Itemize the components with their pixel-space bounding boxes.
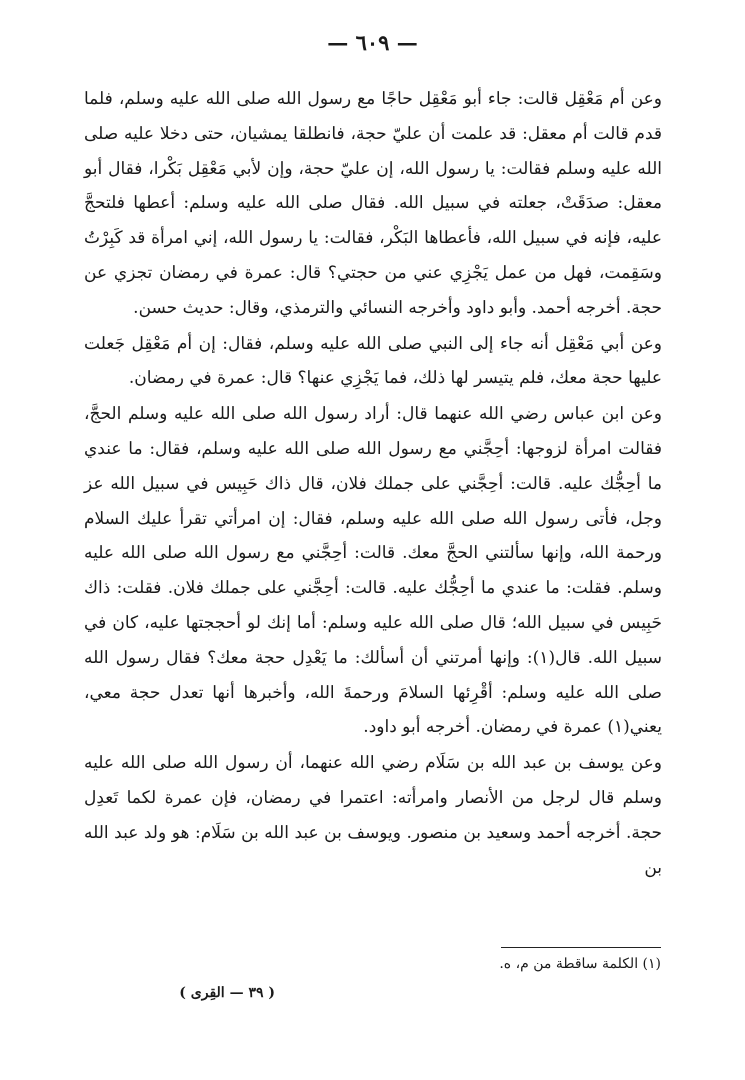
paragraph-umm-maqil: وعن أم مَعْقِل قالت: جاء أبو مَعْقِل حاجًا مع رسول الله صلى الله عليه وسلم، فلما قدم قالت أم معقل: قد علمت أن عليّ حجة، فانطلقا يمشيان، حتى دخلا عليه صلى الله عليه وسلم فقالت: يا رسول الله، إن عليّ حجة، وإن لأبي مَعْقِل بَكْرا، فقال أبو معقل: صدَقَتْ، جعلته في سبيل الله. فقال صلى الله عليه وسلم: أعطها فلتحجَّ عليه، فإنه في سبيل الله، فأعطاها البَكْر، فقالت: يا رسول الله، إني امرأة قد كَبِرْتُ وسَقِمت، فهل من عمل يَجْزِي عني من حجتي؟ قال: عمرة في رمضان تجزي عن حجة. أخرجه أحمد. وأبو داود وأخرجه النسائي والترمذي، وقال: حديث حسن. — [84, 89, 662, 318]
signature-mark: ( ٣٩ — القِرى ) — [179, 985, 275, 1001]
paragraph-ibn-abbas: وعن ابن عباس رضي الله عنهما قال: أراد رسول الله صلى الله عليه وسلم الحجَّ، فقالت امرأة لزوجها: أحِجَّني مع رسول الله صلى الله عليه وسلم، فقال: ما عندي ما أحِجُّك عليه. قالت: أحِجَّني على جملك فلان، قال ذاك حَبِيس في سبيل الله عز وجل، فأتى رسول الله صلى الله عليه وسلم، فقال: إن امرأتي تقرأ عليك السلام ورحمة الله، وإنها سألتني الحجَّ معك. قالت: أحِجَّني مع رسول الله صلى الله عليه وسلم. فقلت: ما عندي ما أحِجُّك عليه. قالت: أحِجَّني على جملك فلان. فقلت: ذاك حَبِيس في سبيل الله؛ قال صلى الله عليه وسلم: أما إنك لو أحججتها عليه، كان في سبيل الله. قال(١): وإنها أمرتني أن أسألك: ما يَعْدِل حجة معك؟ فقال رسول الله صلى الله عليه وسلم: أقْرِئها السلامَ ورحمةَ الله، وأخبرها أنها تعدل حجة معي، يعني(١) عمرة في رمضان. أخرجه أبو داود. — [84, 404, 663, 738]
paragraph-abi-maqil: وعن أبي مَعْقِل أنه جاء إلى النبي صلى الله عليه وسلم، فقال: إن أم مَعْقِل جَعلت عليها حجة معك، فلم يتيسر لها ذلك، فما يَجْزِي عنها؟ قال: عمرة في رمضان. — [84, 333, 662, 389]
body-text — [84, 82, 662, 885]
page-number: — ٦٠٩ — — [327, 30, 418, 55]
footnote-divider — [501, 947, 661, 948]
paragraph-yusuf-ibn-salam: وعن يوسف بن عبد الله بن سَلَام رضي الله عنهما، أن رسول الله صلى الله عليه وسلم قال لرجل من الأنصار وامرأته: اعتمرا في رمضان، فإن عمرة لكما تَعدِل حجة. أخرجه أحمد وسعيد بن منصور. ويوسف بن عبد الله بن سَلَام: هو ولد عبد الله بن — [84, 753, 662, 878]
footnote: (١) الكلمة ساقطة من م، ه. — [499, 956, 661, 972]
